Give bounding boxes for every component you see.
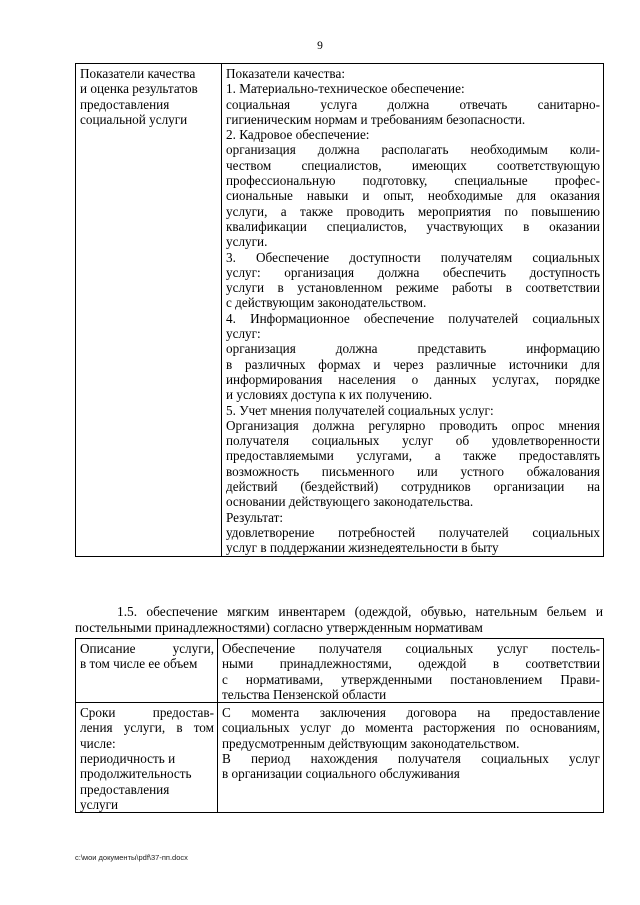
table-row xyxy=(76,703,604,813)
cell-line: услуги xyxy=(80,796,119,812)
cell-line: 2. Кадровое обеспечение: xyxy=(226,127,370,143)
cell-line: Показатели качества xyxy=(80,66,196,81)
section-paragraph xyxy=(75,604,603,636)
cell-line: услуг: xyxy=(226,326,261,342)
cell-line: В период нахождения получателя социальных услуг xyxy=(222,751,600,767)
cell-line: продолжительность xyxy=(80,766,192,782)
cell-line: чеством специалистов, имеющих соответствующую xyxy=(226,157,600,173)
cell-line: сиональные навыки и опыт, необходимые для оказания xyxy=(226,188,600,204)
cell-line: Обеспечение получателя социальных услуг постель- xyxy=(222,641,600,656)
cell-line: Результат: xyxy=(226,509,284,525)
table2-left-cell xyxy=(76,703,218,813)
table-row xyxy=(76,64,604,557)
cell-line: и условиях доступа к их получению. xyxy=(226,387,433,403)
file-path-footer: c:\мои документы\pdf\37-пп.docx xyxy=(75,853,188,862)
cell-line: предоставления xyxy=(80,781,170,797)
quality-indicators-table xyxy=(75,63,604,557)
cell-line: предоставления xyxy=(80,96,170,112)
cell-line: числе: xyxy=(80,735,116,751)
cell-line: С момента заключения договора на предоставление xyxy=(222,705,600,721)
cell-line: предоставляемыми услугами, а также предоставлять xyxy=(226,448,600,464)
cell-line: удовлетворение потребностей получателей социальных xyxy=(226,524,600,540)
cell-line: получателя социальных услуг об удовлетворенности xyxy=(226,433,600,449)
cell-line: основании действующего законодательства. xyxy=(226,494,474,510)
cell-line: социальной услуги xyxy=(80,111,188,127)
cell-line: Показатели качества: xyxy=(226,66,345,81)
cell-line: в том числе ее объем xyxy=(80,656,198,672)
cell-line: возможность письменного или устного обжалования xyxy=(226,463,600,479)
cell-line: в различных формах и через различные источники для xyxy=(226,356,600,372)
cell-line: 4. Информационное обеспечение получателей социальных xyxy=(226,310,600,326)
cell-line: и оценка результатов xyxy=(80,81,198,97)
cell-line: 3. Обеспечение доступности получателям социальных xyxy=(226,249,600,265)
page-number: 9 xyxy=(317,40,323,52)
cell-line: организация должна располагать необходимым коли- xyxy=(226,142,600,158)
cell-line: услуг в поддержании жизнедеятельности в быту xyxy=(226,540,499,556)
cell-line: периодичность и xyxy=(80,751,176,767)
cell-line: 1. Материально-техническое обеспечение: xyxy=(226,81,465,97)
cell-line: ными принадлежностями, одеждой в соответствии xyxy=(222,656,600,672)
cell-line: с нормативами, утвержденными постановлением Прави- xyxy=(222,671,600,687)
cell-line: услуг: организация должна обеспечить доступность xyxy=(226,264,600,280)
cell-line: с действующим законодательством. xyxy=(226,295,427,311)
table1-right-cell xyxy=(222,64,604,557)
cell-line: профессиональную подготовку, специальные профес- xyxy=(226,173,600,189)
cell-line: социальная услуга должна отвечать санитарно- xyxy=(226,96,600,112)
cell-line: квалификации специалистов, участвующих в оказании xyxy=(226,218,600,234)
table2-left-cell xyxy=(76,639,218,703)
cell-line: тельства Пензенской области xyxy=(222,686,387,702)
table1-left-cell xyxy=(76,64,222,557)
cell-line: Сроки предостав- xyxy=(80,705,214,721)
cell-line: действий (бездействий) сотрудников организации на xyxy=(226,479,600,495)
cell-line: услуги. xyxy=(226,234,268,250)
service-description-table xyxy=(75,638,604,813)
cell-line: предусмотренным действующим законодательством. xyxy=(222,735,520,751)
table2-right-cell xyxy=(218,639,604,703)
cell-line: информирования населения о данных услугах, порядке xyxy=(226,371,600,387)
cell-line: в организации социального обслуживания xyxy=(222,766,460,782)
paragraph-line: 1.5. обеспечение мягким инвентарем (одеждой, обувью, нательным бельем и xyxy=(117,604,603,619)
table-row xyxy=(76,639,604,703)
cell-line: ления услуги, в том xyxy=(80,720,214,736)
table2-right-cell xyxy=(218,703,604,813)
paragraph-line: постельными принадлежностями) согласно утвержденным нормативам xyxy=(75,620,483,635)
cell-line: гигиеническим нормам и требованиям безопасности. xyxy=(226,111,526,127)
cell-line: 5. Учет мнения получателей социальных услуг: xyxy=(226,402,494,418)
cell-line: услуги в установленном режиме работы в соответствии xyxy=(226,280,600,296)
cell-line: Описание услуги, xyxy=(80,641,214,656)
cell-line: организация должна представить информацию xyxy=(226,341,600,357)
cell-line: услуги, а также проводить мероприятия по повышению xyxy=(226,203,600,219)
cell-line: Организация должна регулярно проводить опрос мнения xyxy=(226,417,600,433)
cell-line: социальных услуг до момента расторжения по основаниям, xyxy=(222,720,600,736)
